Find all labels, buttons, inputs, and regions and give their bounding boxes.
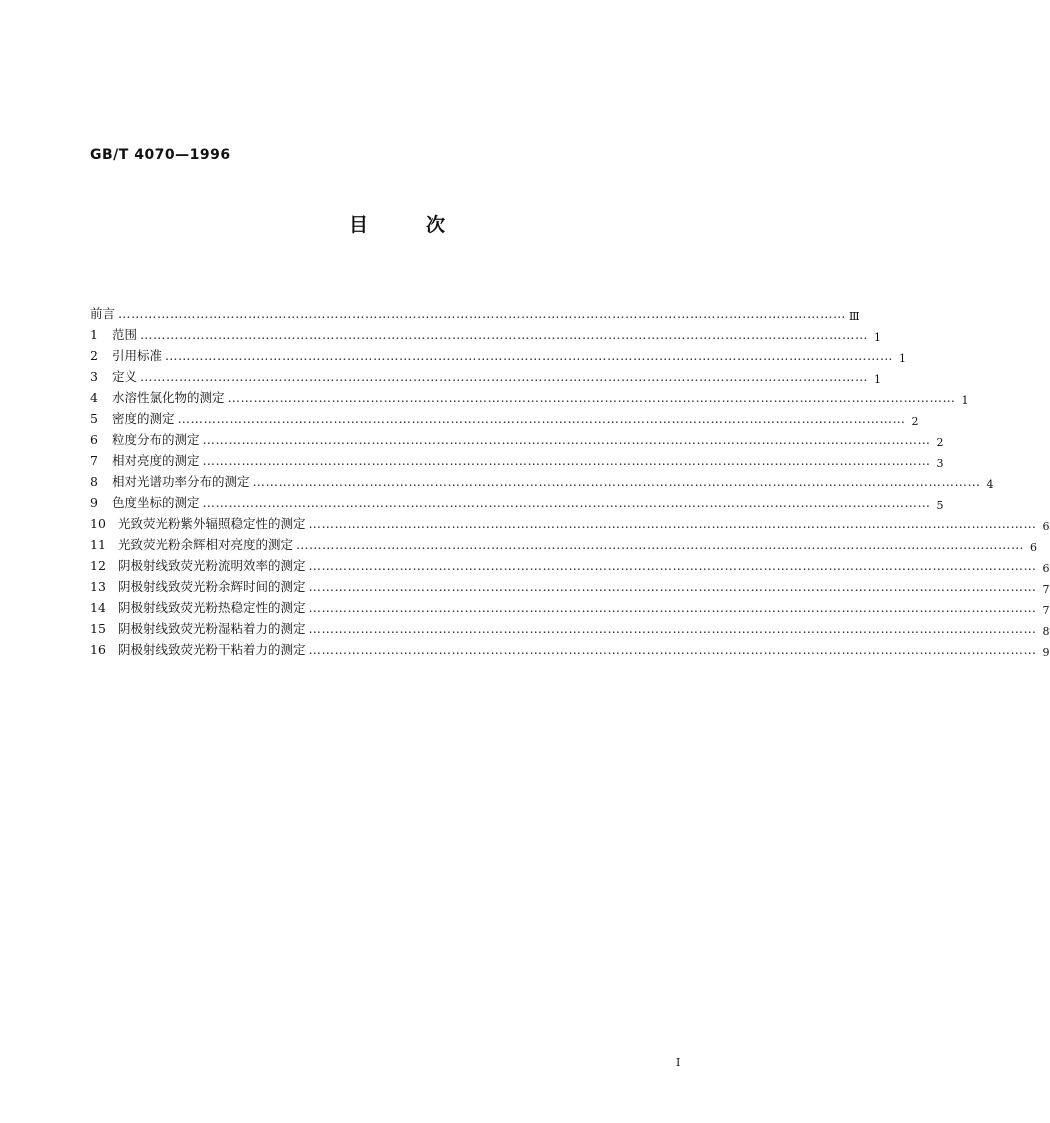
toc-entry-6[interactable] bbox=[90, 429, 944, 450]
toc-entry-foreword[interactable] bbox=[90, 303, 860, 324]
toc-entry-number: 1 bbox=[90, 327, 98, 342]
toc-entry-text: 定义 bbox=[112, 369, 138, 384]
toc-entry-number: 3 bbox=[90, 369, 98, 384]
toc-entry-page: 1 bbox=[961, 394, 969, 407]
toc-entry-number: 8 bbox=[90, 474, 98, 489]
toc-leader-dots: …………………………………………………………………………………………………………………………………………………… bbox=[165, 348, 894, 363]
toc-entry-text: 色度坐标的测定 bbox=[112, 495, 200, 510]
page-number: Ⅰ bbox=[676, 1056, 681, 1069]
toc-leader-dots: …………………………………………………………………………………………………………………………………………………… bbox=[202, 432, 931, 447]
toc-leader-dots: …………………………………………………………………………………………………………………………………………………… bbox=[177, 411, 906, 426]
toc-title-left: 目 bbox=[348, 214, 368, 236]
toc-entry-4[interactable] bbox=[90, 387, 969, 408]
toc-entry-number: 15 bbox=[90, 621, 106, 636]
toc-leader-dots: …………………………………………………………………………………………………………………………………………………… bbox=[296, 537, 1025, 552]
toc-entry-number: 11 bbox=[90, 537, 106, 552]
toc-entry-page: 6 bbox=[1030, 541, 1038, 554]
toc-entry-text: 阴极射线致荧光粉余辉时间的测定 bbox=[118, 579, 306, 594]
toc-entry-number: 4 bbox=[90, 390, 98, 405]
toc-entry-page: 1 bbox=[874, 331, 882, 344]
standard-code: GB/T 4070—1996 bbox=[90, 147, 231, 163]
toc-entry-number: 6 bbox=[90, 432, 98, 447]
toc-entry-page: 9 bbox=[1042, 646, 1050, 659]
toc-entry-page: 6 bbox=[1042, 562, 1050, 575]
toc-leader-dots: …………………………………………………………………………………………………………………………………………………… bbox=[140, 327, 869, 342]
toc-entry-2[interactable] bbox=[90, 345, 907, 366]
toc-leader-dots: …………………………………………………………………………………………………………………………………………………… bbox=[308, 579, 1037, 594]
toc-entry-text: 范围 bbox=[112, 327, 138, 342]
toc-entry-text: 前言 bbox=[90, 306, 116, 321]
toc-entry-12[interactable] bbox=[90, 555, 1050, 576]
toc-leader-dots: …………………………………………………………………………………………………………………………………………………… bbox=[308, 558, 1037, 573]
toc-entry-15[interactable] bbox=[90, 618, 1050, 639]
toc-leader-dots: …………………………………………………………………………………………………………………………………………………… bbox=[308, 642, 1037, 657]
toc-entry-text: 水溶性氯化物的测定 bbox=[112, 390, 225, 405]
toc-list bbox=[90, 303, 1050, 660]
toc-title-right: 次 bbox=[426, 214, 446, 236]
toc-leader-dots: …………………………………………………………………………………………………………………………………………………… bbox=[252, 474, 981, 489]
toc-entry-text: 阴极射线致荧光粉流明效率的测定 bbox=[118, 558, 306, 573]
toc-entry-8[interactable] bbox=[90, 471, 994, 492]
toc-entry-page: 2 bbox=[936, 436, 944, 449]
toc-entry-text: 相对亮度的测定 bbox=[112, 453, 200, 468]
toc-entry-page: 5 bbox=[936, 499, 944, 512]
toc-entry-page: 2 bbox=[911, 415, 919, 428]
toc-entry-number: 5 bbox=[90, 411, 98, 426]
toc-title bbox=[0, 210, 794, 237]
toc-leader-dots: …………………………………………………………………………………………………………………………………………………… bbox=[140, 369, 869, 384]
toc-entry-number: 9 bbox=[90, 495, 98, 510]
toc-entry-page: 3 bbox=[936, 457, 944, 470]
toc-entry-text: 相对光谱功率分布的测定 bbox=[112, 474, 250, 489]
toc-leader-dots: …………………………………………………………………………………………………………………………………………………… bbox=[202, 495, 931, 510]
toc-entry-10[interactable] bbox=[90, 513, 1050, 534]
toc-entry-number: 14 bbox=[90, 600, 106, 615]
toc-entry-text: 阴极射线致荧光粉干粘着力的测定 bbox=[118, 642, 306, 657]
toc-entry-number: 12 bbox=[90, 558, 106, 573]
toc-entry-text: 阴极射线致荧光粉湿粘着力的测定 bbox=[118, 621, 306, 636]
toc-entry-page: 4 bbox=[986, 478, 994, 491]
toc-entry-page: 6 bbox=[1042, 520, 1050, 533]
toc-entry-text: 引用标准 bbox=[112, 348, 163, 363]
toc-entry-text: 光致荧光粉紫外辐照稳定性的测定 bbox=[118, 516, 306, 531]
toc-entry-text: 粒度分布的测定 bbox=[112, 432, 200, 447]
toc-entry-number: 2 bbox=[90, 348, 98, 363]
toc-entry-text: 阴极射线致荧光粉热稳定性的测定 bbox=[118, 600, 306, 615]
toc-entry-5[interactable] bbox=[90, 408, 919, 429]
toc-leader-dots: …………………………………………………………………………………………………………………………………………………… bbox=[308, 600, 1037, 615]
toc-entry-13[interactable] bbox=[90, 576, 1050, 597]
toc-leader-dots: …………………………………………………………………………………………………………………………………………………… bbox=[227, 390, 956, 405]
toc-entry-1[interactable] bbox=[90, 324, 882, 345]
toc-entry-page: Ⅲ bbox=[849, 310, 860, 323]
toc-entry-number: 10 bbox=[90, 516, 106, 531]
toc-entry-7[interactable] bbox=[90, 450, 944, 471]
toc-entry-16[interactable] bbox=[90, 639, 1050, 660]
toc-entry-number: 7 bbox=[90, 453, 98, 468]
toc-entry-3[interactable] bbox=[90, 366, 882, 387]
toc-leader-dots: …………………………………………………………………………………………………………………………………………………… bbox=[308, 621, 1037, 636]
toc-entry-page: 7 bbox=[1042, 604, 1050, 617]
toc-leader-dots: …………………………………………………………………………………………………………………………………………………… bbox=[308, 516, 1037, 531]
toc-entry-number: 13 bbox=[90, 579, 106, 594]
toc-leader-dots: …………………………………………………………………………………………………………………………………………………… bbox=[202, 453, 931, 468]
toc-entry-text: 密度的测定 bbox=[112, 411, 175, 426]
toc-entry-page: 1 bbox=[899, 352, 907, 365]
toc-entry-page: 8 bbox=[1042, 625, 1050, 638]
toc-entry-page: 7 bbox=[1042, 583, 1050, 596]
toc-entry-number: 16 bbox=[90, 642, 106, 657]
toc-entry-9[interactable] bbox=[90, 492, 944, 513]
toc-entry-page: 1 bbox=[874, 373, 882, 386]
toc-entry-14[interactable] bbox=[90, 597, 1050, 618]
toc-entry-11[interactable] bbox=[90, 534, 1038, 555]
toc-leader-dots: …………………………………………………………………………………………………………………………………………………… bbox=[118, 306, 847, 321]
toc-entry-text: 光致荧光粉余辉相对亮度的测定 bbox=[118, 537, 294, 552]
